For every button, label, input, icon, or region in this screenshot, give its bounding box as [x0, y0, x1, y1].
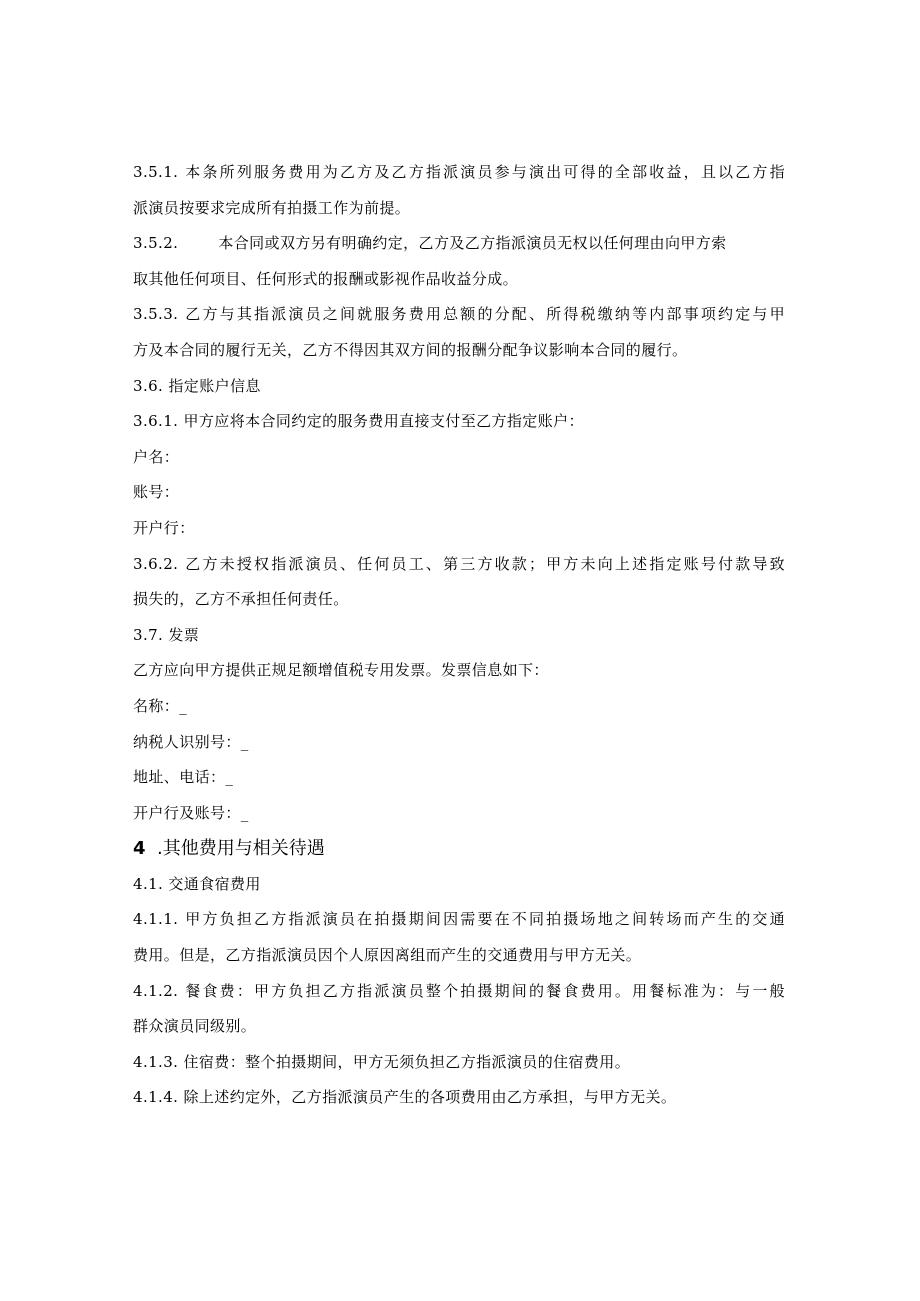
invoice-bank-account-field: 开户行及账号：_ [133, 803, 249, 822]
clause-3-5-3-line-1: 3.5.3. 乙方与其指派演员之间就服务费用总额的分配、所得税缴纳等内部事项约定与甲 [133, 305, 785, 324]
section-3-7-title: 3.7. 发票 [133, 625, 200, 644]
invoice-name-field: 名称：_ [133, 696, 188, 715]
clause-4-1-2-line-1: 4.1.2. 餐食费：甲方负担乙方指派演员整个拍摄期间的餐食费用。用餐标准为：与一般 [133, 981, 785, 1000]
clause-3-6-2-line-1: 3.6.2. 乙方未授权指派演员、任何员工、第三方收款；甲方未向上述指定账号付款导致 [133, 554, 785, 573]
clause-3-5-1-line-2: 派演员按要求完成所有拍摄工作为前提。 [133, 198, 411, 217]
account-number-field: 账号： [133, 483, 180, 502]
section-4-1-title: 4.1. 交通食宿费用 [133, 874, 261, 893]
clause-4-1-3: 4.1.3. 住宿费：整个拍摄期间，甲方无须负担乙方指派演员的住宿费用。 [133, 1052, 631, 1071]
clause-4-1-1-line-2: 费用。但是，乙方指派演员因个人原因离组而产生的交通费用与甲方无关。 [133, 946, 642, 965]
clause-4-1-4: 4.1.4. 除上述约定外，乙方指派演员产生的各项费用由乙方承担，与甲方无关。 [133, 1088, 677, 1107]
bank-field: 开户行： [133, 518, 195, 537]
account-name-field: 户名： [133, 447, 180, 466]
clause-3-5-2-line-1 [133, 226, 785, 262]
invoice-tax-id-field: 纳税人识别号：_ [133, 732, 249, 751]
clause-3-6-2-line-2: 损失的，乙方不承担任何责任。 [133, 590, 349, 609]
section-3-6-title: 3.6. 指定账户信息 [133, 376, 261, 395]
contract-body [133, 155, 785, 1116]
clause-3-5-2-number: 3.5.2. [133, 234, 179, 253]
clause-3-5-3-line-2: 方及本合同的履行无关，乙方不得因其双方间的报酬分配争议影响本合同的履行。 [133, 340, 688, 359]
section-4-number: 4 [133, 838, 146, 860]
section-4-title: .其他费用与相关待遇 [157, 838, 325, 860]
clause-4-1-2-line-2: 群众演员同级别。 [133, 1017, 257, 1036]
clause-3-6-1: 3.6.1. 甲方应将本合同约定的服务费用直接支付至乙方指定账户： [133, 412, 584, 431]
clause-3-5-2-line-2: 取其他任何项目、任何形式的报酬或影视作品收益分成。 [133, 269, 519, 288]
invoice-intro: 乙方应向甲方提供正规足额增值税专用发票。发票信息如下： [133, 661, 549, 680]
clause-4-1-1-line-1: 4.1.1. 甲方负担乙方指派演员在拍摄期间因需要在不同拍摄场地之间转场而产生的交通 [133, 910, 785, 929]
clause-3-5-1-line-1: 3.5.1. 本条所列服务费用为乙方及乙方指派演员参与演出可得的全部收益，且以乙方指 [133, 163, 785, 181]
clause-3-5-2-text: 本合同或双方另有明确约定，乙方及乙方指派演员无权以任何理由向甲方索 [218, 234, 727, 253]
section-4-heading [133, 831, 785, 867]
invoice-address-phone-field: 地址、电话：_ [133, 768, 234, 787]
